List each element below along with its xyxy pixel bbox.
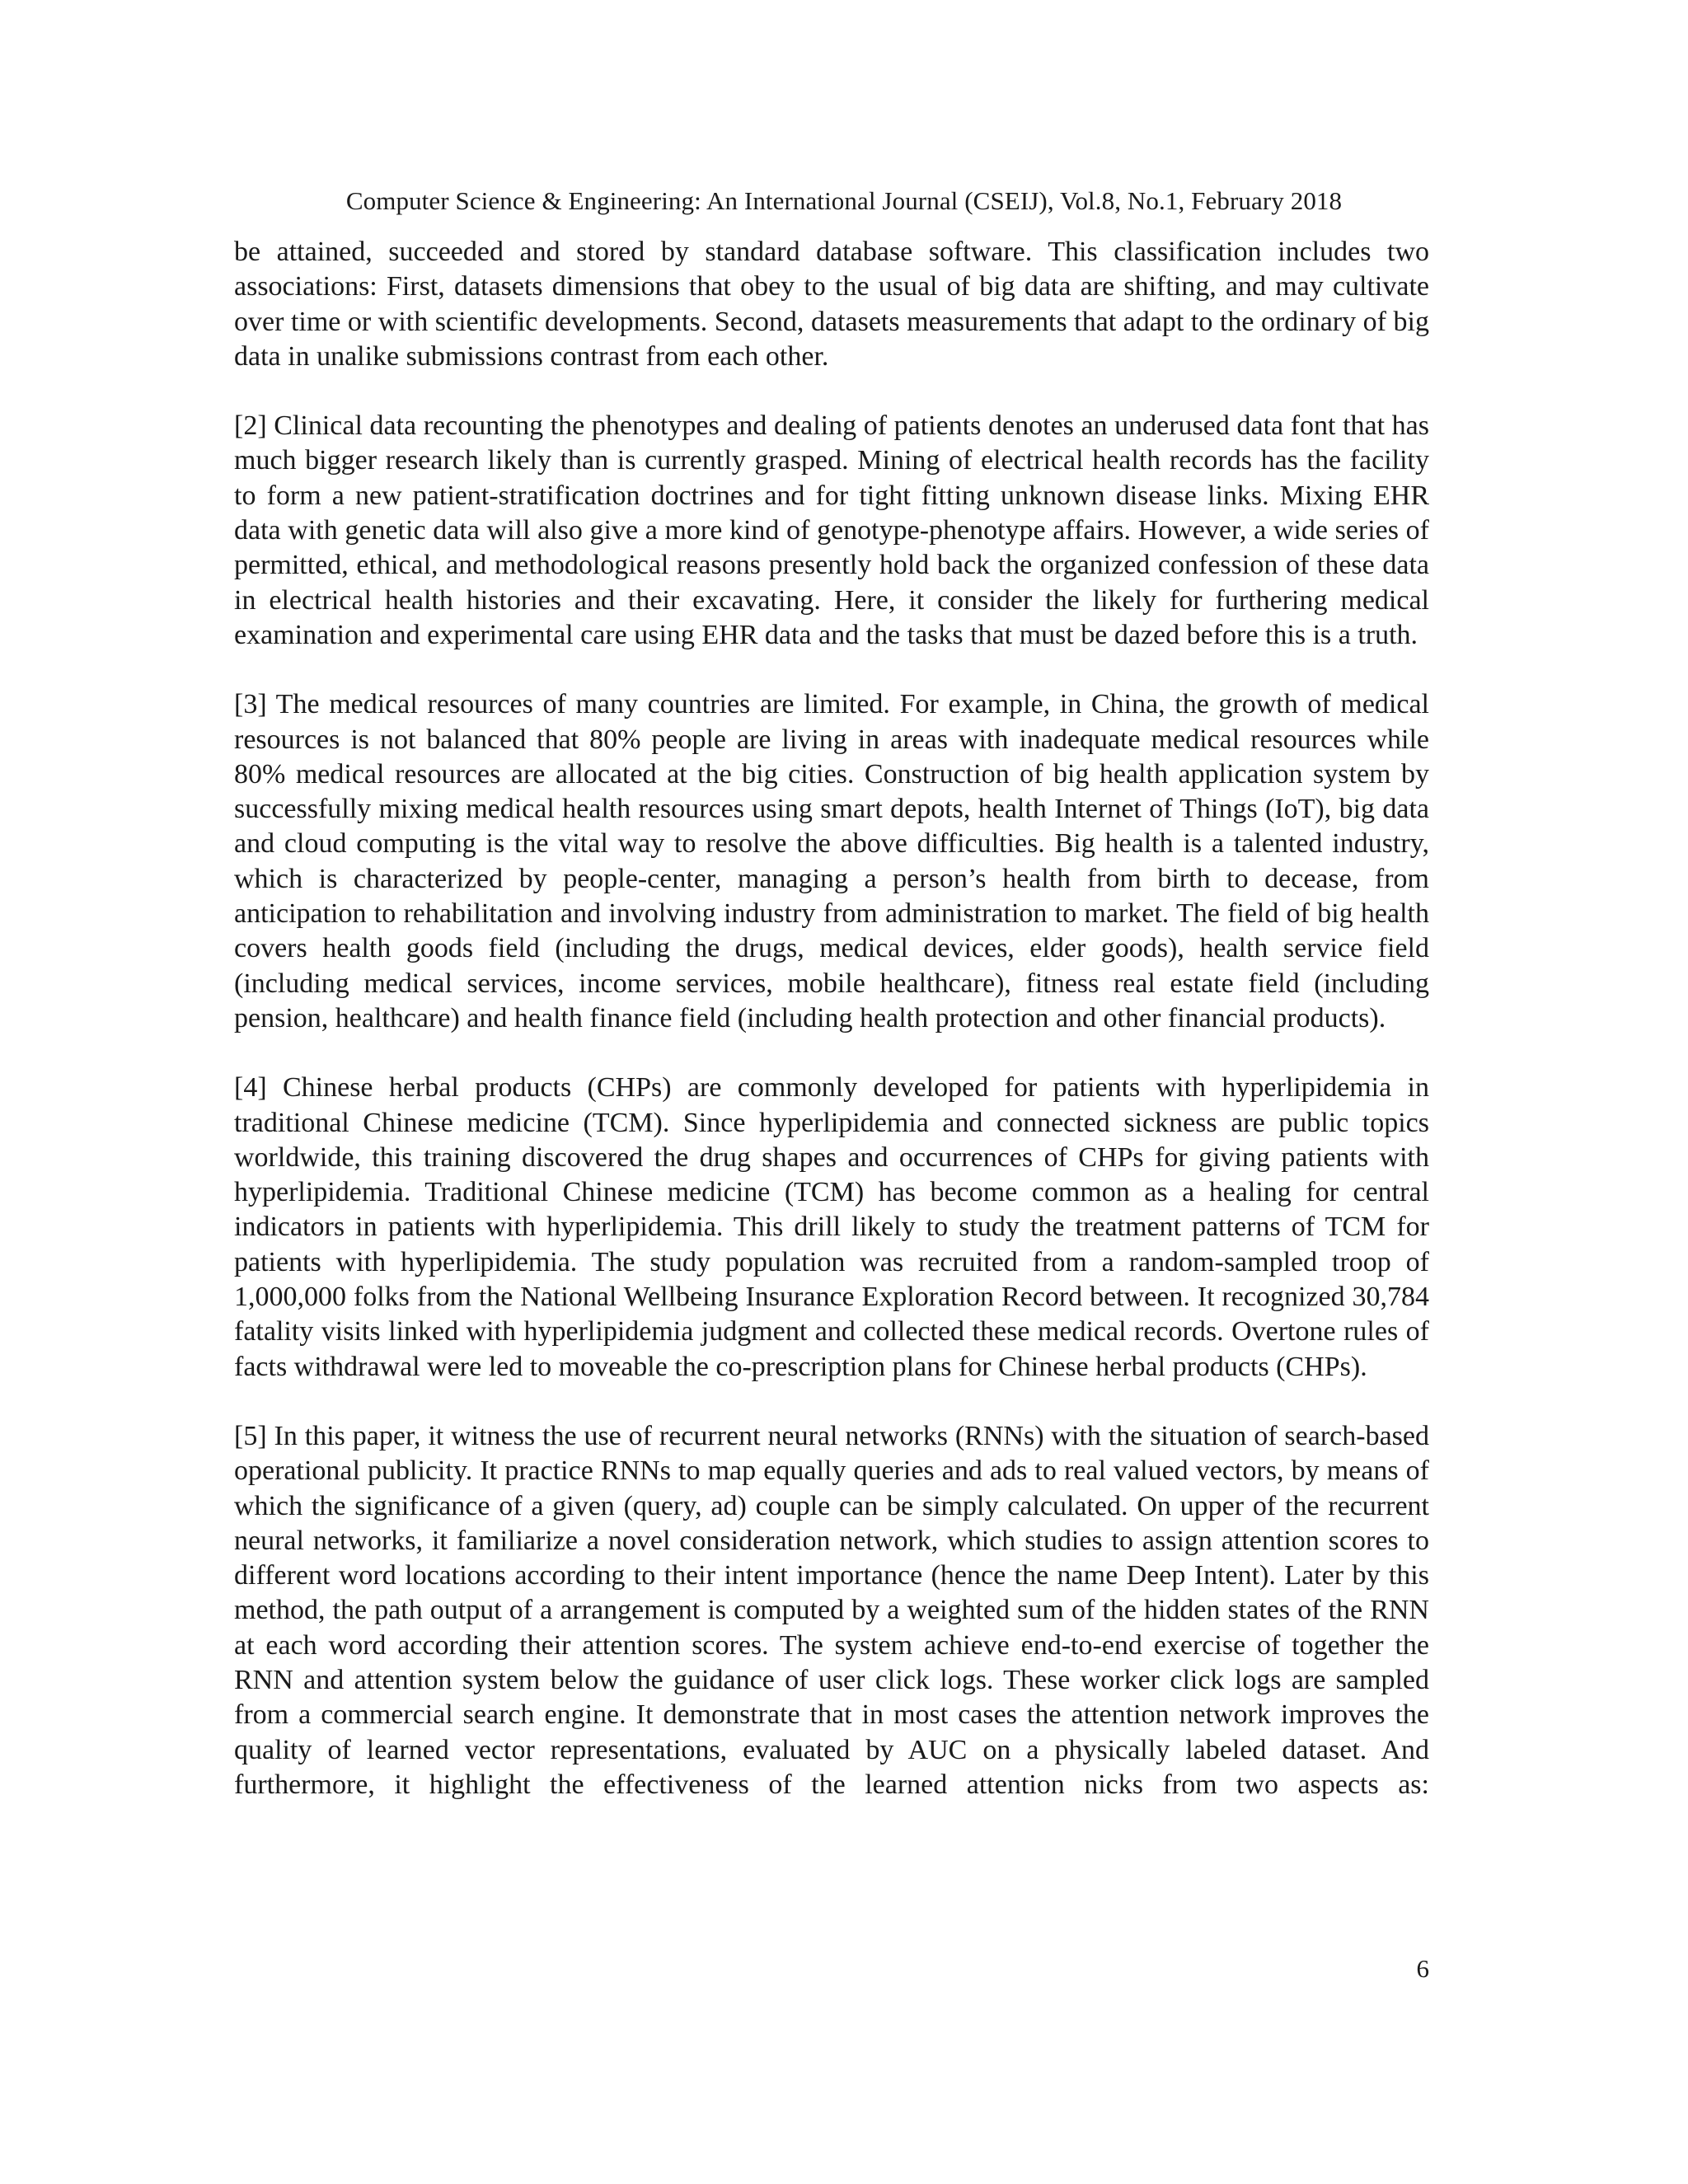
paragraph-ref-2: [2] Clinical data recounting the phenotypes and dealing of patients denotes an underused data font that has much bigger research likely than is currently grasped. Mining of electrical health records has the facility to form a new patient-stratification doctrines and for tight fitting unknown disease links. Mixing EHR data with genetic data will also give a more kind of genotype-phenotype affairs. However, a wide series of permitted, ethical, and methodological reasons presently hold back the organized confession of these data in electrical health histories and their excavating. Here, it consider the likely for furthering medical examination and experimental care using EHR data and the tasks that must be dazed before this is a truth. <box>234 410 1429 650</box>
paragraph-ref-3: [3] The medical resources of many countries are limited. For example, in China, the growth of medical resources is not balanced that 80% people are living in areas with inadequate medical resources while 80% medical resources are allocated at the big cities. Construction of big health application system by successfully mixing medical health resources using smart depots, health Internet of Things (IoT), big data and cloud computing is the vital way to resolve the above difficulties. Big health is a talented industry, which is characterized by people-center, managing a person’s health from birth to decease, from anticipation to rehabilitation and involving industry from administration to market. The field of big health covers health goods field (including the drugs, medical devices, elder goods), health service field (including medical services, income services, mobile healthcare), fitness real estate field (including pension, healthcare) and health finance field (including health protection and other financial products). <box>234 689 1429 1033</box>
page-number: 6 <box>1416 1954 1429 1983</box>
paragraph-ref-5: [5] In this paper, it witness the use of recurrent neural networks (RNNs) with the situation of search-based operational publicity. It practice RNNs to map equally queries and ads to real valued vectors, by means of which the significance of a given (query, ad) couple can be simply calculated. On upper of the recurrent neural networks, it familiarize a novel consideration network, which studies to assign attention scores to different word locations according to their intent importance (hence the name Deep Intent). Later by this method, the path output of a arrangement is computed by a weighted sum of the hidden states of the RNN at each word according their attention scores. The system achieve end-to-end exercise of together the RNN and attention system below the guidance of user click logs. These worker click logs are sampled from a commercial search engine. It demonstrate that in most cases the attention network improves the quality of learned vector representations, evaluated by AUC on a physically labeled dataset. And furthermore, it highlight the effectiveness of the learned attention nicks from two aspects as: <box>234 1420 1429 1800</box>
running-header: Computer Science & Engineering: An International Journal (CSEIJ), Vol.8, No.1, February 2018 <box>345 186 1343 215</box>
paragraph-continuation: be attained, succeeded and stored by standard database software. This classification includes two associations: First, datasets dimensions that obey to the usual of big data are shifting, and may cultivate over time or with scientific developments. Second, datasets measurements that adapt to the ordinary of big data in unalike submissions contrast from each other. <box>234 237 1429 372</box>
body-text <box>234 235 1429 1802</box>
paragraph-ref-4: [4] Chinese herbal products (CHPs) are commonly developed for patients with hyperlipidemia in traditional Chinese medicine (TCM). Since hyperlipidemia and connected sickness are public topics worldwide, this training discovered the drug shapes and occurrences of CHPs for giving patients with hyperlipidemia. Traditional Chinese medicine (TCM) has become common as a healing for central indicators in patients with hyperlipidemia. This drill likely to study the treatment patterns of TCM for patients with hyperlipidemia. The study population was recruited from a random-sampled troop of 1,000,000 folks from the National Wellbeing Insurance Exploration Record between. It recognized 30,784 fatality visits linked with hyperlipidemia judgment and collected these medical records. Overtone rules of facts withdrawal were led to moveable the co-prescription plans for Chinese herbal products (CHPs). <box>234 1072 1429 1382</box>
